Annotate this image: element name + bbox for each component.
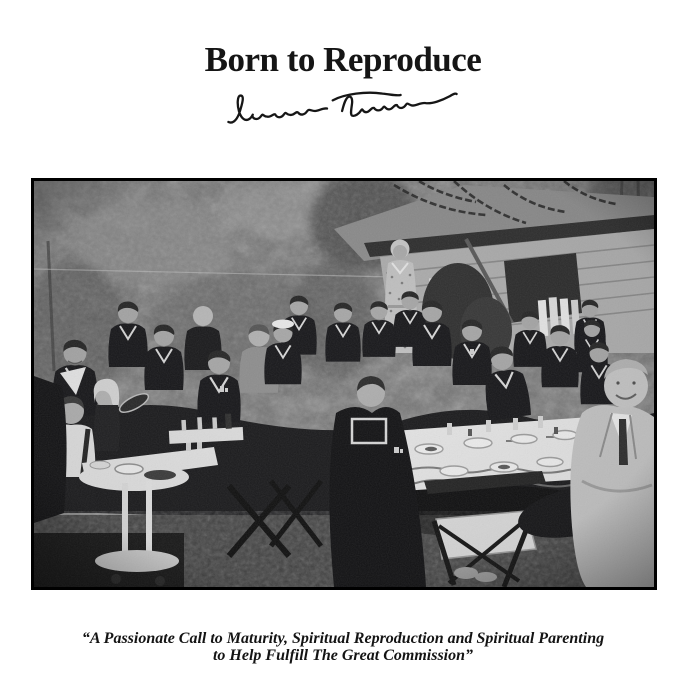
- group-photo: [31, 178, 657, 590]
- page-title: Born to Reproduce: [204, 40, 482, 79]
- signature-word-dawson: [228, 93, 328, 123]
- quote-line-2: to Help Fulfill The Great Commission”: [212, 647, 474, 664]
- quote-line-1: “A Passionate Call to Maturity, Spiritual Reproduction and Spiritual Parenting: [81, 630, 605, 647]
- vignette: [34, 181, 654, 587]
- signature: [225, 86, 461, 130]
- signature-word-trotman: [342, 93, 458, 116]
- footer-quote: [0, 630, 686, 664]
- signature-t-crossbar: [333, 92, 401, 101]
- signature-script: [225, 86, 461, 130]
